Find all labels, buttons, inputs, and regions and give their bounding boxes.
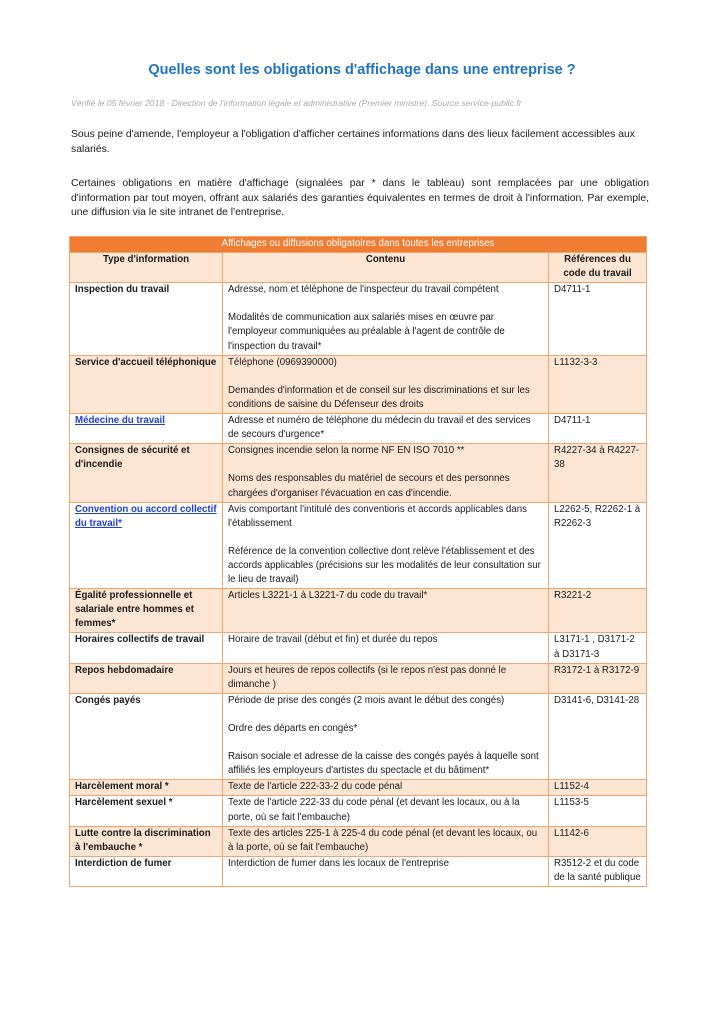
table-row [70, 283, 647, 355]
content-paragraph: Horaire de travail (début et fin) et durée du repos [228, 634, 438, 646]
content-cell [223, 826, 549, 856]
header-type: Type d'information [70, 253, 223, 283]
reference-cell: L2262-5, R2262-1 à R2262-3 [549, 502, 647, 589]
content-paragraph: Texte des articles 225-1 à 225-4 du code pénal (et devant les locaux, ou à la porte, où se fait l'embauche) [228, 827, 538, 853]
type-cell: Harcèlement moral * [70, 780, 223, 796]
content-cell [223, 283, 549, 355]
table-row [70, 502, 647, 589]
table-body [70, 283, 647, 887]
reference-cell: D4711-1 [549, 414, 647, 444]
type-cell: Consignes de sécurité et d'incendie [70, 444, 223, 502]
content-paragraph: Jours et heures de repos collectifs (si le repos n'est pas donné le dimanche ) [228, 664, 507, 690]
reference-cell: R3221-2 [549, 589, 647, 633]
content-cell [223, 693, 549, 780]
obligations-table [69, 236, 647, 887]
content-paragraph: Demandes d'information et de conseil sur les discriminations et sur les conditions de saisine du Défenseur des droits [228, 384, 530, 410]
type-cell: Congés payés [70, 693, 223, 780]
content-paragraph: Noms des responsables du matériel de secours et des personnes chargées d'organiser l'évacuation en cas d'incendie. [228, 473, 510, 499]
table-banner: Affichages ou diffusions obligatoires dans toutes les entreprises [70, 237, 647, 253]
reference-cell: D4711-1 [549, 283, 647, 355]
content-paragraph: Avis comportant l'intitulé des conventions et accords applicables dans l'établissement [228, 503, 527, 529]
verification-note: Vérifié le 05 février 2018 - Direction de l'information légale et administrative (Premier ministre). Source service-public.fr [71, 98, 522, 108]
content-paragraph: Période de prise des congés (2 mois avant le début des congés) [228, 694, 505, 706]
intro-paragraph-2: Certaines obligations en matière d'affichage (signalées par * dans le tableau) sont remplacées par une obligation d'information par tout moyen, offrant aux salariés des garanties équivalentes en termes de droit à l'information. Par exemple, une diffusion via le site intranet de l'entreprise. [71, 178, 649, 218]
type-cell: Inspection du travail [70, 283, 223, 355]
content-cell [223, 589, 549, 633]
content-cell [223, 414, 549, 444]
paragraph-gap [228, 708, 543, 722]
content-paragraph: Référence de la convention collective dont relève l'établissement et des accords applicables (précisions sur les modalités de leur consultation sur le lieu de travail) [228, 545, 541, 586]
reference-cell: L1132-3-3 [549, 355, 647, 413]
table-row [70, 826, 647, 856]
type-cell: Lutte contre la discrimination à l'embauche * [70, 826, 223, 856]
table-row [70, 796, 647, 826]
content-paragraph: Articles L3221-1 à L3221-7 du code du travail* [228, 590, 428, 602]
table-row [70, 693, 647, 780]
content-cell [223, 856, 549, 886]
content-cell [223, 663, 549, 693]
table-row [70, 663, 647, 693]
content-paragraph: Téléphone (0969390000) [228, 356, 337, 368]
paragraph-gap [228, 370, 543, 384]
content-paragraph: Adresse, nom et téléphone de l'inspecteur du travail compétent [228, 284, 499, 296]
paragraph-gap [228, 531, 543, 545]
type-cell: Égalité professionnelle et salariale entre hommes et femmes* [70, 589, 223, 633]
content-paragraph: Adresse et numéro de téléphone du médecin du travail et des services de secours d'urgence* [228, 415, 531, 441]
content-paragraph: Modalités de communication aux salariés mises en œuvre par l'employeur communiquées au préalable à l'agent de contrôle de l'inspection du travail* [228, 312, 505, 352]
content-paragraph: Raison sociale et adresse de la caisse des congés payés à laquelle sont affiliés les employeurs d'artistes du spectacle et du bâtiment* [228, 751, 539, 777]
type-cell: Interdiction de fumer [70, 856, 223, 886]
content-cell [223, 796, 549, 826]
content-paragraph: Consignes incendie selon la norme NF EN ISO 7010 ** [228, 445, 465, 457]
page-title: Quelles sont les obligations d'affichage dans une entreprise ? [148, 62, 576, 78]
content-cell [223, 355, 549, 413]
paragraph-gap [228, 297, 543, 311]
table-header-row [70, 253, 647, 283]
reference-cell: L3171-1 , D3171-2 à D3171-3 [549, 633, 647, 663]
content-paragraph: Ordre des départs en congés* [228, 723, 358, 734]
reference-cell: L1153-5 [549, 796, 647, 826]
reference-cell: L1152-4 [549, 780, 647, 796]
paragraph-gap [228, 458, 543, 472]
content-cell [223, 444, 549, 502]
type-cell: Harcèlement sexuel * [70, 796, 223, 826]
reference-cell: L1142-6 [549, 826, 647, 856]
type-cell-link[interactable]: Médecine du travail [70, 414, 223, 444]
content-paragraph: Texte de l'article 222-33-2 du code pénal [228, 781, 403, 793]
reference-cell: R4227-34 à R4227-38 [549, 444, 647, 502]
table-row [70, 444, 647, 502]
table-row [70, 780, 647, 796]
type-cell-link[interactable]: Convention ou accord collectif du travail* [70, 502, 223, 589]
content-cell [223, 633, 549, 663]
paragraph-gap [228, 736, 543, 750]
table-row [70, 589, 647, 633]
type-cell: Repos hebdomadaire [70, 663, 223, 693]
header-content: Contenu [223, 253, 549, 283]
table-row [70, 355, 647, 413]
table-row [70, 856, 647, 886]
content-cell [223, 502, 549, 589]
content-paragraph: Texte de l'article 222-33 du code pénal (et devant les locaux, ou à la porte, où se fait l'embauche) [228, 797, 520, 823]
header-reference: Références du code du travail [549, 253, 647, 283]
reference-cell: R3512-2 et du code de la santé publique [549, 856, 647, 886]
table-row [70, 414, 647, 444]
intro-paragraph-1: Sous peine d'amende, l'employeur a l'obligation d'afficher certaines informations dans des lieux facilement accessibles aux salariés. [71, 129, 635, 155]
type-cell: Horaires collectifs de travail [70, 633, 223, 663]
reference-cell: D3141-6, D3141-28 [549, 693, 647, 780]
reference-cell: R3172-1 à R3172-9 [549, 663, 647, 693]
content-paragraph: Interdiction de fumer dans les locaux de l'entreprise [228, 857, 450, 869]
table-row [70, 633, 647, 663]
table-banner-row [70, 237, 647, 253]
type-cell: Service d'accueil téléphonique [70, 355, 223, 413]
content-cell [223, 780, 549, 796]
